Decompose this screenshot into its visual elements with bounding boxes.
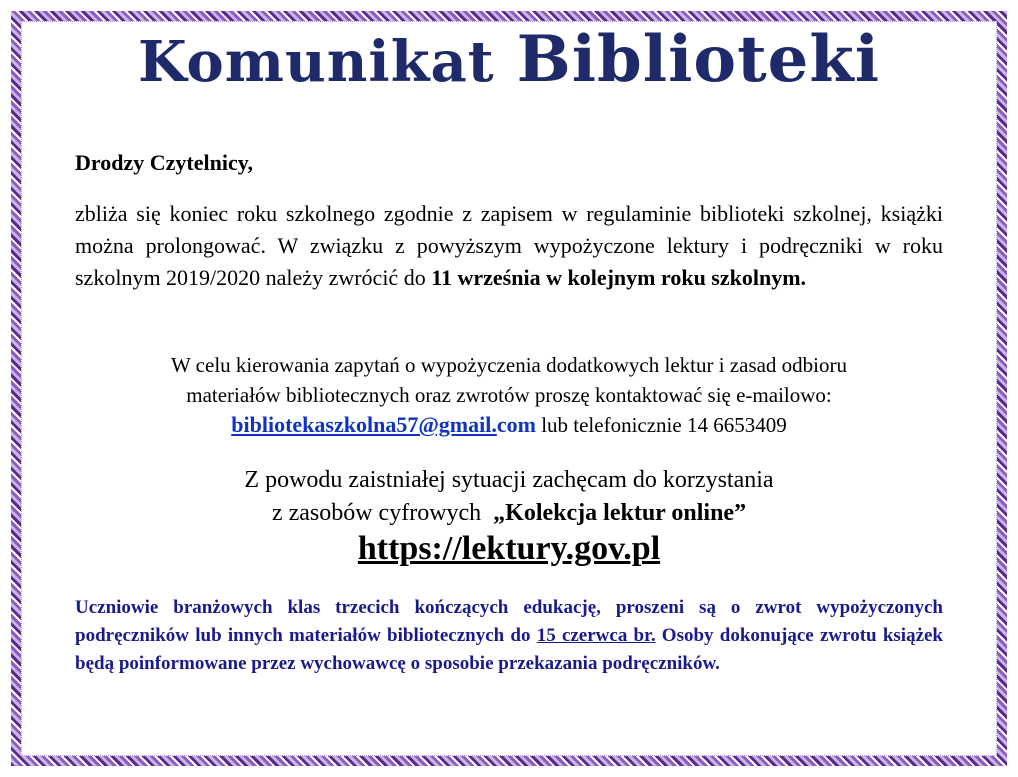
digital-line-1: Z powodu zaistniałej sytuacji zachęcam do korzystania [244, 467, 774, 493]
contact-line-1: W celu kierowania zapytań o wypożyczenia dodatkowych lektur i zasad odbioru [170, 353, 848, 377]
website-link-block [40, 530, 978, 568]
website-link[interactable]: https://lektury.gov.pl [357, 530, 661, 567]
phone-text: lub telefonicznie 14 6653409 [535, 413, 787, 437]
collection-name: „Kolekcja lektur online” [493, 500, 747, 526]
contact-paragraph [40, 350, 978, 440]
title-word-2: Biblioteki [516, 22, 881, 97]
email-link-tail[interactable]: com [496, 412, 536, 437]
students-notice [75, 594, 943, 678]
digital-resources-paragraph [40, 464, 978, 530]
email-link[interactable]: bibliotekaszkolna57@gmail. [231, 412, 497, 437]
notice-paragraph-1 [75, 198, 943, 294]
contact-line-3 [40, 410, 978, 440]
notice-part-1: Uczniowie branżowych klas trzecich kończących edukację, proszeni są o zwrot wypożyczonych podręczników lub innych materiałów bibliotecznych do [75, 597, 943, 646]
page-title [0, 22, 1018, 97]
paragraph-1-text: zbliża się koniec roku szkolnego zgodnie z zapisem w regulaminie biblioteki szkolnej, książki można prolongować. W związku z powyższym wypożyczone lektury i podręczniki w roku szkolnym 2019/2020 należy zwrócić do [75, 201, 943, 290]
notice-date: 15 czerwca br. [536, 625, 656, 646]
digital-line-2 [40, 497, 978, 530]
digital-line-2-prefix: z zasobów cyfrowych [271, 500, 494, 526]
notice-part-2: Osoby dokonujące zwrotu książek będą poinformowane przez wychowawcę o sposobie przekazania podręczników. [75, 625, 943, 674]
paragraph-1-deadline: 11 września w kolejnym roku szkolnym. [431, 265, 807, 290]
contact-line-2: materiałów bibliotecznych oraz zwrotów proszę kontaktować się e-mailowo: [186, 383, 832, 407]
title-word-1: Komunikat [137, 29, 495, 95]
greeting: Drodzy Czytelnicy, [75, 150, 254, 175]
